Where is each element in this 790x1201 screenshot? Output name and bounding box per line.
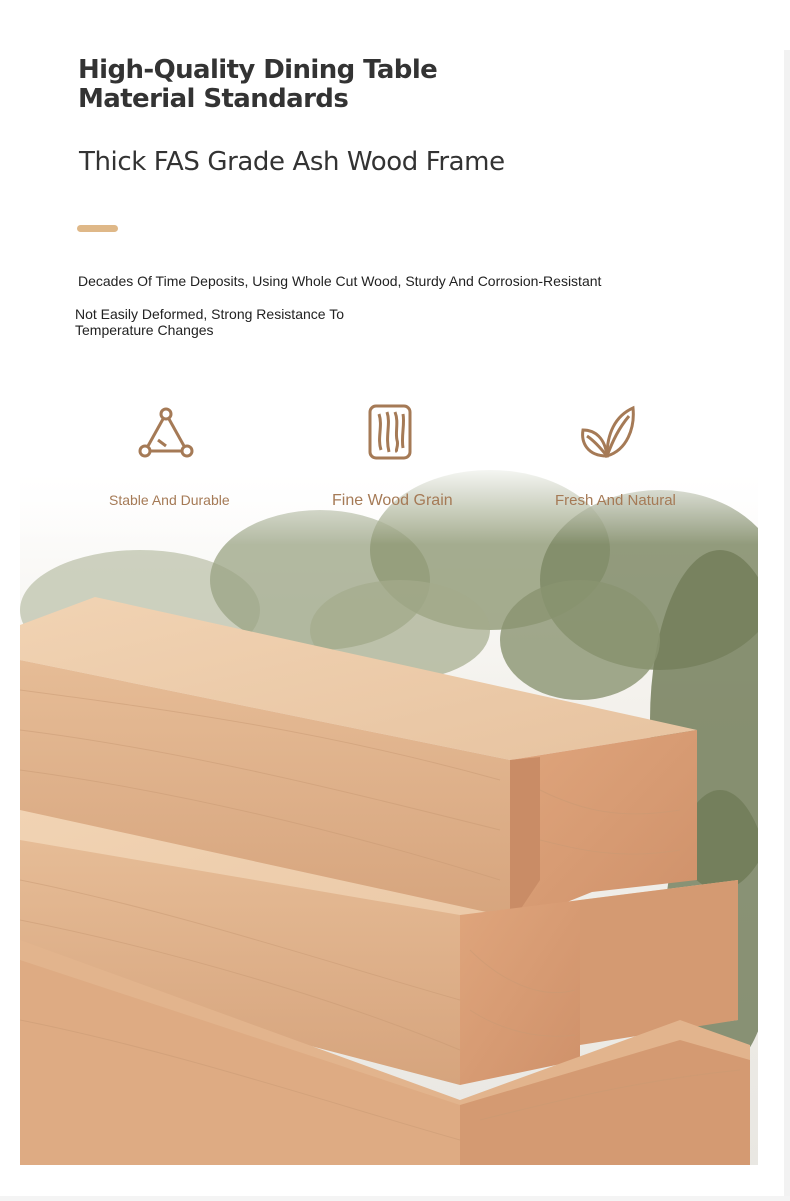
description-line-1: Decades Of Time Deposits, Using Whole Cut Wood, Sturdy And Corrosion-Resistant: [78, 273, 602, 289]
wood-photo: [20, 460, 758, 1165]
feature-label: Fine Wood Grain: [332, 492, 453, 509]
leaf-icon: [577, 404, 637, 465]
accent-divider: [77, 225, 118, 232]
feature-stable-durable: [100, 400, 240, 520]
page-subtitle: Thick FAS Grade Ash Wood Frame: [79, 147, 505, 177]
feature-label: Fresh And Natural: [555, 492, 676, 509]
feature-fine-grain: [320, 400, 470, 520]
page-bottom-border: [0, 1196, 790, 1201]
description-line-2: Not Easily Deformed, Strong Resistance To Temperature Changes: [75, 306, 344, 338]
wood-beams-illustration: [20, 460, 758, 1165]
page-edge: [784, 50, 790, 1201]
wood-grain-icon: [367, 402, 413, 467]
page-title: High-Quality Dining Table Material Standards: [78, 55, 438, 114]
feature-fresh-natural: [545, 400, 695, 520]
feature-label: Stable And Durable: [109, 492, 230, 508]
triangle-nodes-icon: [136, 404, 196, 465]
